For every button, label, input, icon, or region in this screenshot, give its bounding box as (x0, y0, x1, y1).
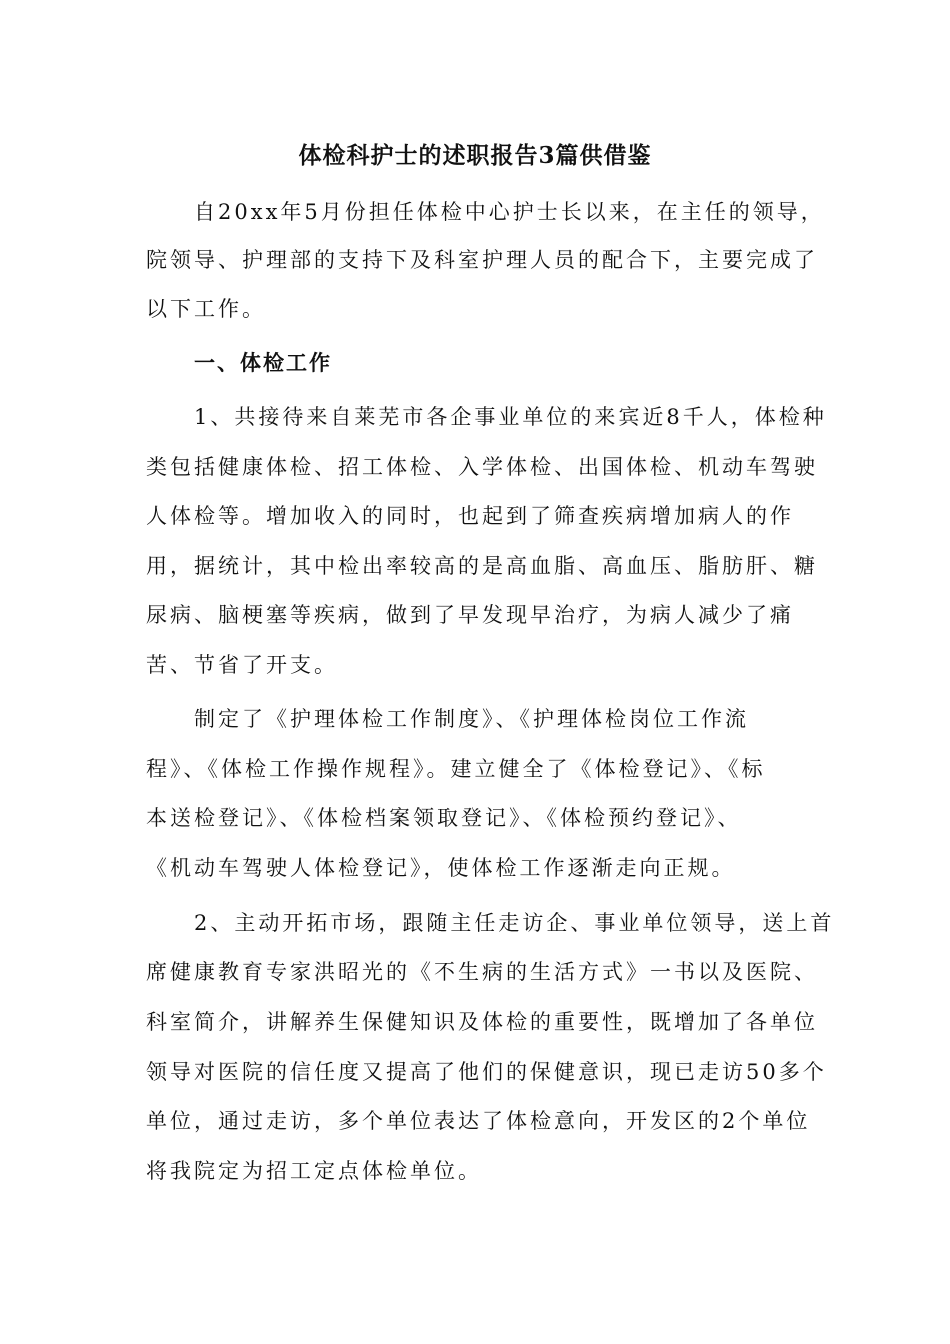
paragraph-line: 1、共接待来自莱芜市各企事业单位的来宾近8千人，体检种 (194, 405, 827, 429)
paragraph-line: 本送检登记》、《体检档案领取登记》、《体检预约登记》、 (146, 806, 742, 830)
document-title: 体检科护士的述职报告3篇供借鉴 (298, 142, 652, 169)
paragraph-line: 院领导、护理部的支持下及科室护理人员的配合下，主要完成了 (146, 248, 818, 272)
paragraph-line: 领导对医院的信任度又提高了他们的保健意识，现已走访50多个 (146, 1060, 827, 1084)
paragraph-line: 将我院定为招工定点体检单位。 (146, 1159, 482, 1183)
paragraph-line: 尿病、脑梗塞等疾病，做到了早发现早治疗，为病人减少了痛 (146, 603, 794, 627)
paragraph-line: 类包括健康体检、招工体检、入学体检、出国体检、机动车驾驶 (146, 455, 818, 479)
paragraph-line: 用，据统计，其中检出率较高的是高血脂、高血压、脂肪肝、糖 (146, 554, 818, 578)
paragraph-line: 《机动车驾驶人体检登记》，使体检工作逐渐走向正规。 (146, 856, 736, 880)
paragraph-line: 苦、节省了开支。 (146, 653, 338, 677)
paragraph-line: 程》、《体检工作操作规程》。建立健全了《体检登记》、《标 (146, 757, 766, 781)
paragraph-line: 制定了《护理体检工作制度》、《护理体检岗位工作流 (194, 707, 749, 731)
paragraph-line: 席健康教育专家洪昭光的《不生病的生活方式》一书以及医院、 (146, 960, 818, 984)
paragraph-line: 科室简介，讲解养生保健知识及体检的重要性，既增加了各单位 (146, 1010, 818, 1034)
paragraph-line: 以下工作。 (146, 297, 266, 321)
section-heading: 一、体检工作 (194, 350, 332, 375)
paragraph-line: 自20xx年5月份担任体检中心护士长以来，在主任的领导， (194, 200, 825, 224)
paragraph-line: 2、主动开拓市场，跟随主任走访企、事业单位领导，送上首 (194, 911, 835, 935)
paragraph-line: 单位，通过走访，多个单位表达了体检意向，开发区的2个单位 (146, 1109, 811, 1133)
paragraph-line: 人体检等。增加收入的同时，也起到了筛查疾病增加病人的作 (146, 504, 794, 528)
